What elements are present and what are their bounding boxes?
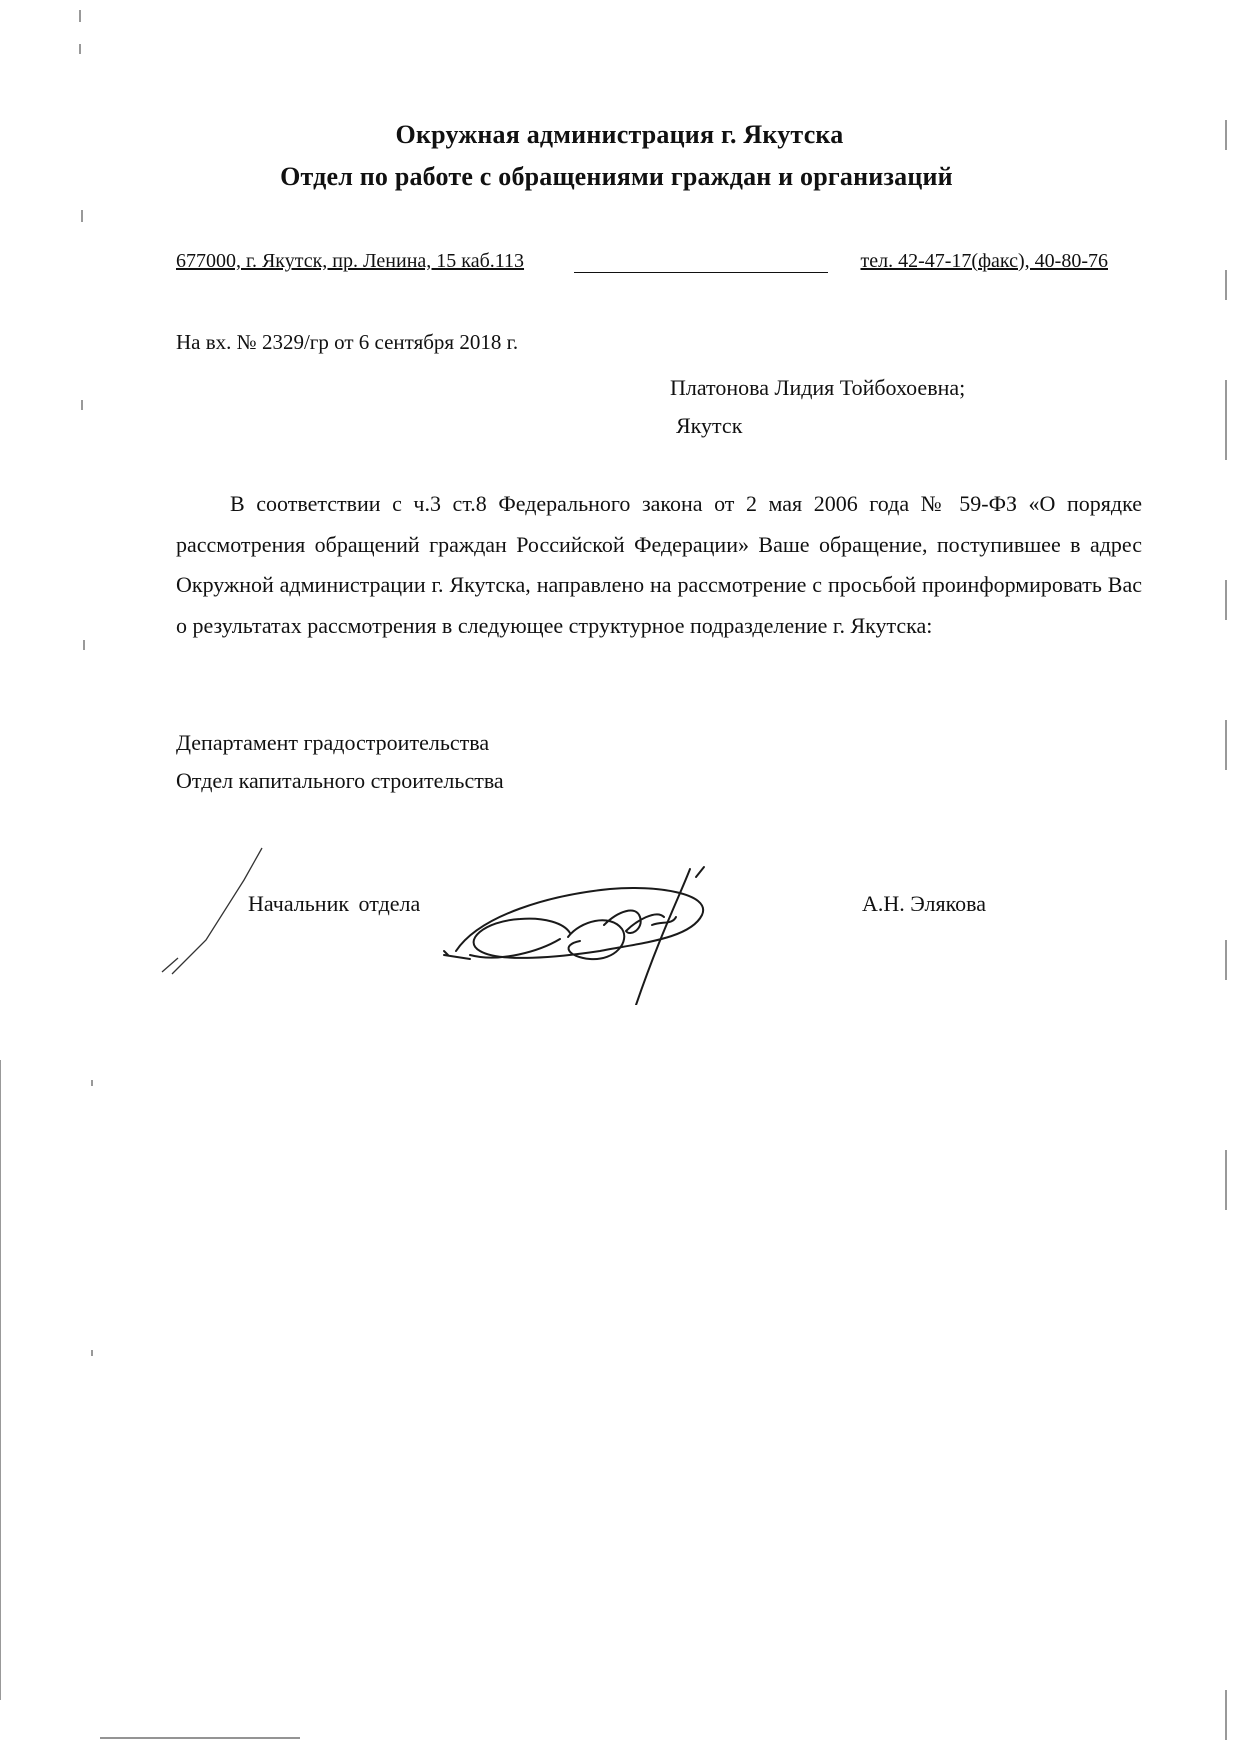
department-title: Отдел по работе с обращениями граждан и организаций bbox=[280, 162, 953, 191]
organization-title: Окружная администрация г. Якутска bbox=[395, 120, 844, 149]
recipient-division: Отдел капитального строительства bbox=[176, 768, 504, 793]
address-text: 677000, г. Якутск, пр. Ленина, 15 каб.113 bbox=[176, 250, 525, 272]
incoming-reference: На вх. № 2329/гр от 6 сентября 2018 г. bbox=[176, 330, 519, 354]
signer-name: А.Н. Элякова bbox=[862, 891, 987, 916]
address-underline-fill bbox=[574, 272, 828, 273]
contact-line bbox=[176, 250, 1108, 278]
letter-body: В соответствии с ч.3 ст.8 Федерального закона от 2 мая 2006 года № 59-ФЗ «О порядке рассмотрения обращений граждан Российской Федерации» Ваше обращение, поступившее в адрес Окружной администрации г. Якутска, направлено на рассмотрение с просьбой проинформировать Вас о результатах рассмотрения в следующее структурное подразделение г. Якутска: bbox=[176, 491, 1142, 638]
recipient-department: Департамент градостроительства bbox=[176, 730, 490, 755]
phone-text: тел. 42-47-17(факс), 40-80-76 bbox=[860, 250, 1108, 272]
addressee-city: Якутск bbox=[676, 413, 743, 438]
addressee-name: Платонова Лидия Тойбохоевна; bbox=[670, 375, 966, 400]
handwritten-signature bbox=[440, 855, 740, 1005]
signer-position: Начальник отдела bbox=[248, 891, 421, 916]
